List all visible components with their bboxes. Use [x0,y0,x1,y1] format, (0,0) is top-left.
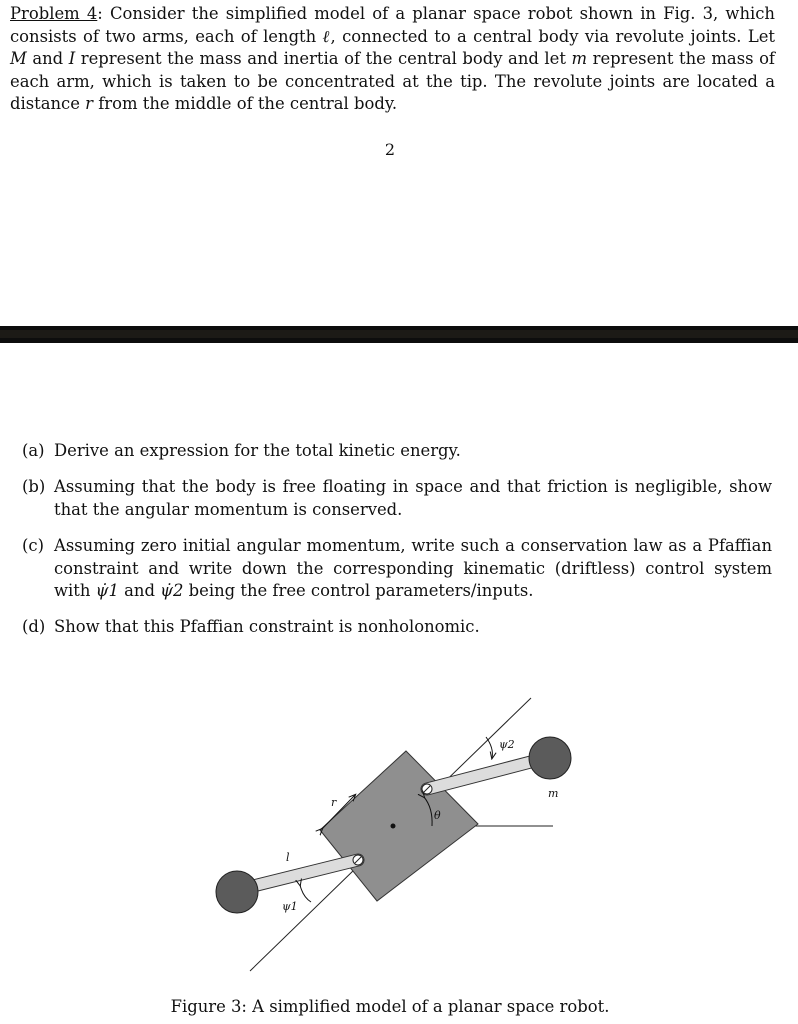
problem-text-1: : Consider the simplified model of a planar space robot shown in Fig. 3, which consists of two arms, each of length [10,4,775,46]
question-label: (a) [22,441,45,460]
figure-caption: Figure 3: A simplified model of a planar space robot. [170,997,610,1016]
label-psi2: ψ2 [499,738,515,751]
psi1-angle-arc [300,885,311,902]
label-theta: θ [434,809,441,822]
question-label: (b) [22,477,46,496]
problem-text-6: from the middle of the central body. [93,94,398,114]
question-text [54,535,772,603]
upper-arm-fill [427,758,546,789]
problem-text-2: , connected to a central body via revolute joints. Let [330,26,776,46]
upper-tip-mass [529,737,571,779]
problem-text-4: represent the mass and inertia of the central body and let [75,49,572,69]
question-text: Show that this Pfaffian constraint is nonholonomic. [54,617,480,636]
symbol-M: M [10,49,27,69]
label-m: m [548,787,559,800]
label-r: r [331,796,337,809]
symbol-psi2-dot: ψ̇2 [160,581,184,601]
symbol-m: m [571,49,588,69]
question-label: (c) [22,536,44,555]
question-text: Assuming that the body is free floating in space and that friction is negligible, show that the angular momentum is conserved. [54,477,772,519]
body-center-point [391,824,396,829]
symbol-r: r [85,94,93,114]
problem-text-5: represent the mass of each arm, which is taken to be concentrated at the tip. The revolute joints are located a distance [10,49,776,114]
label-psi1: ψ1 [282,900,298,913]
symbol-psi1-dot: ψ̇1 [95,581,119,601]
lower-tip-mass [216,871,258,913]
question-text: Derive an expression for the total kinetic energy. [54,441,461,460]
problem-lead: Problem 4 [10,4,98,23]
central-body [320,751,478,901]
question-c-text-1: Assuming zero initial angular momentum, write such a conservation law as a Pfaffian constraint and write down the corresponding kinematic (driftless) control system with [54,536,772,601]
question-c-text-2: and [118,581,161,601]
symbol-I: I [68,49,76,69]
question-label: (d) [22,617,46,636]
space-robot-figure [180,690,600,990]
question-c-text-3: being the free control parameters/inputs. [183,581,534,601]
page-divider [0,326,798,343]
symbol-ell: ℓ [322,26,331,46]
label-l: l [286,851,290,864]
problem-statement [10,3,775,116]
page-number: 2 [384,140,396,159]
problem-text-3: and [26,49,69,69]
